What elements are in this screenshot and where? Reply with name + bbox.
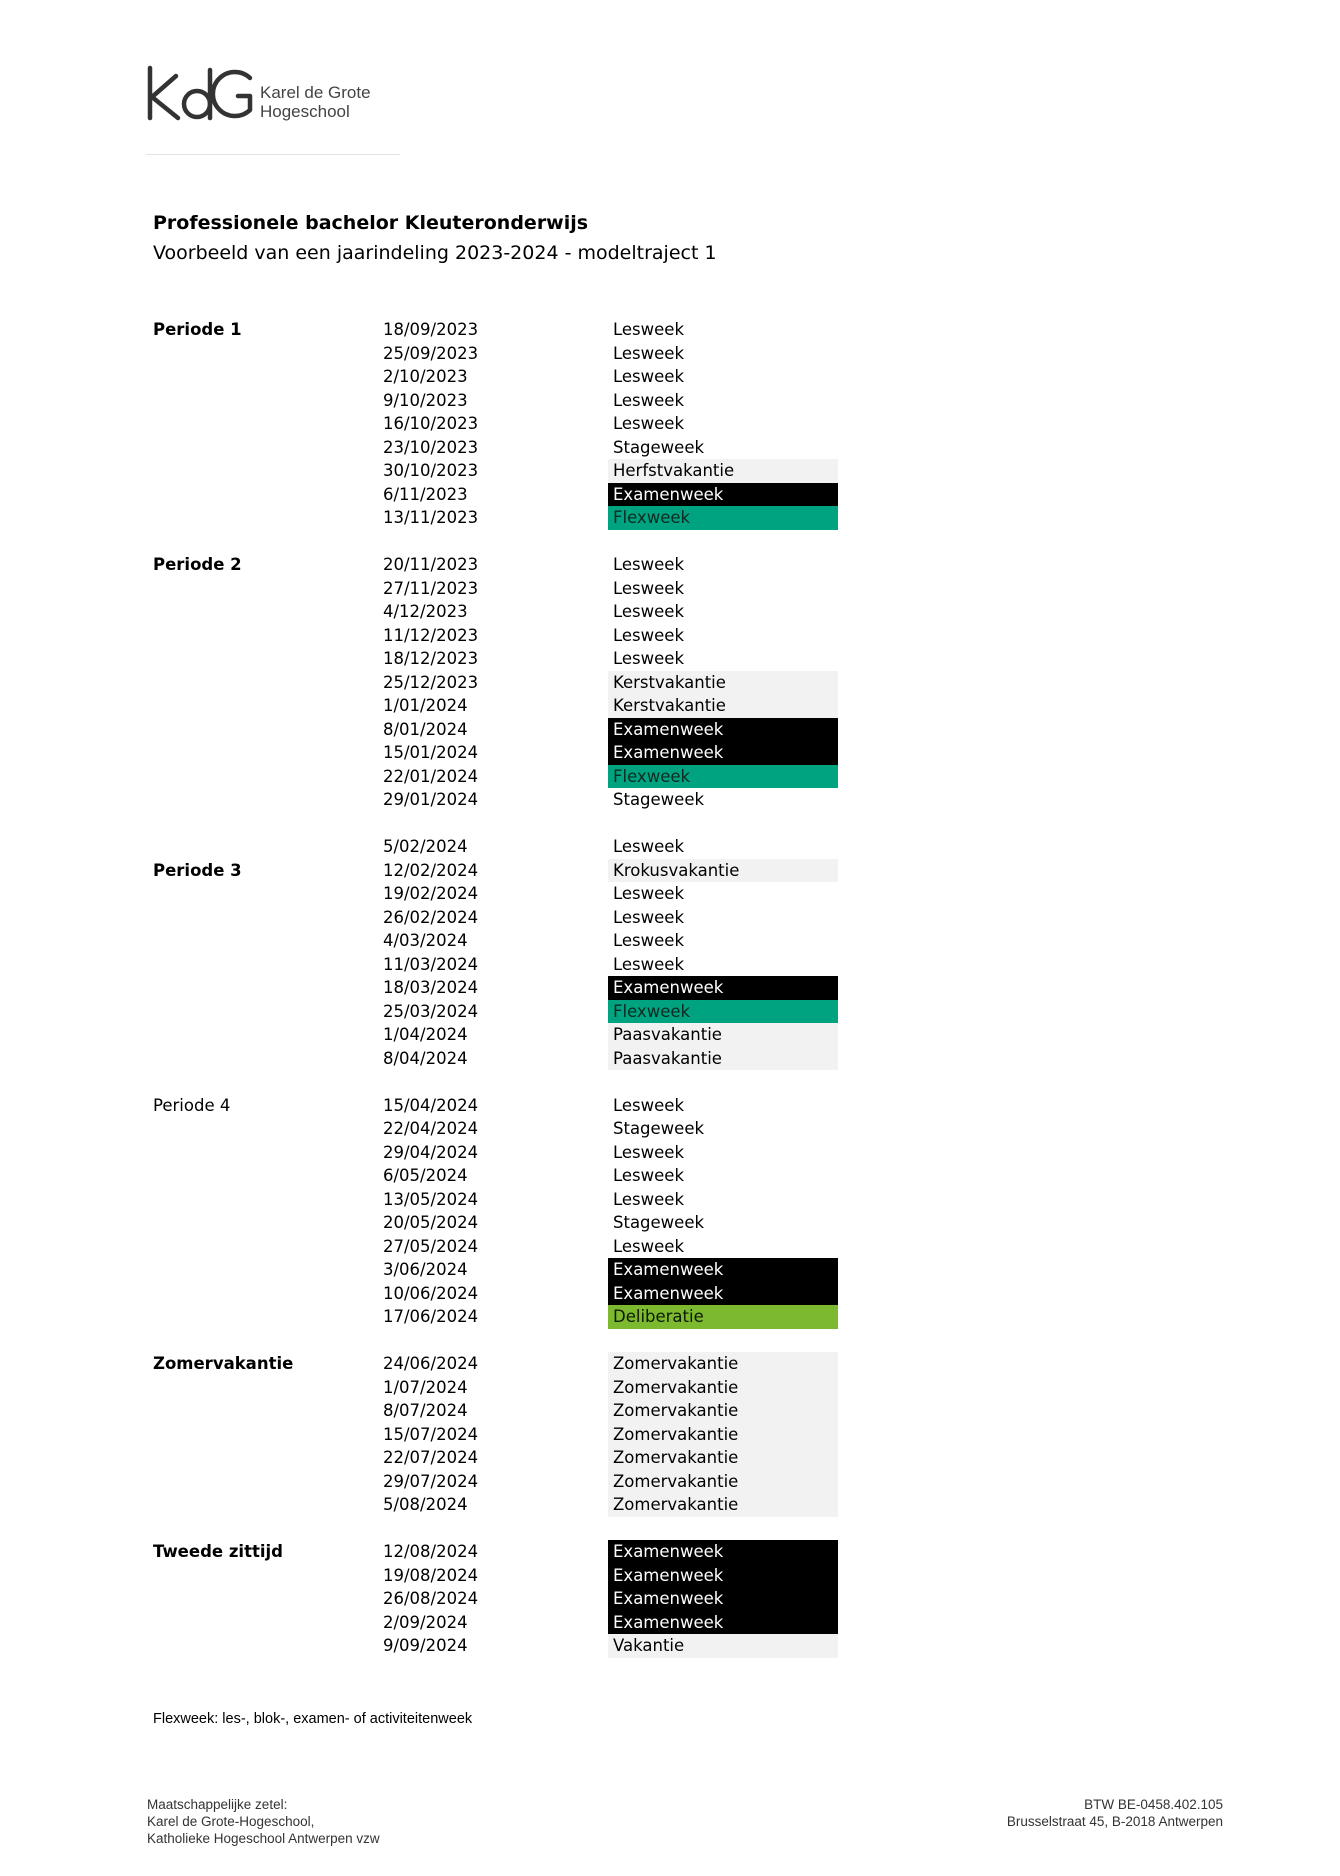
schedule-row: [153, 741, 843, 765]
week-start-date: 13/11/2023: [383, 508, 479, 527]
week-type-cell: Zomervakantie: [608, 1446, 838, 1470]
week-start-date: 17/06/2024: [383, 1307, 479, 1326]
week-type-cell: Flexweek: [608, 765, 838, 789]
week-type-cell: Zomervakantie: [608, 1352, 838, 1376]
week-type-cell: Lesweek: [613, 884, 685, 903]
week-type-cell: Kerstvakantie: [608, 671, 838, 695]
week-type-cell: Stageweek: [613, 1119, 705, 1138]
week-start-date: 3/06/2024: [383, 1260, 468, 1279]
week-type-cell: Zomervakantie: [608, 1399, 838, 1423]
logo-line-2: Hogeschool: [260, 102, 350, 121]
schedule-row: [153, 436, 843, 460]
schedule-section: [153, 553, 843, 812]
week-type-cell: Krokusvakantie: [608, 859, 838, 883]
schedule-row: [153, 459, 843, 483]
week-start-date: 2/10/2023: [383, 367, 468, 386]
week-type-cell: Vakantie: [608, 1634, 838, 1658]
week-start-date: 12/02/2024: [383, 860, 479, 880]
document-subtitle: Voorbeeld van een jaarindeling 2023-2024 - modeltraject 1: [153, 242, 717, 264]
week-start-date: 22/04/2024: [383, 1119, 479, 1138]
week-type-cell: Paasvakantie: [608, 1023, 838, 1047]
week-start-date: 16/10/2023: [383, 414, 479, 433]
week-start-date: 20/05/2024: [383, 1213, 479, 1232]
schedule-row: [153, 1188, 843, 1212]
schedule-row: [153, 1164, 843, 1188]
week-type-cell: Lesweek: [613, 414, 685, 433]
week-start-date: 26/02/2024: [383, 907, 479, 927]
schedule-section: [153, 835, 843, 1070]
schedule-row: [153, 718, 843, 742]
week-type-cell: Kerstvakantie: [608, 694, 838, 718]
week-start-date: 19/08/2024: [383, 1565, 479, 1585]
schedule-row: [153, 953, 843, 977]
schedule-row: [153, 1282, 843, 1306]
week-start-date: 9/09/2024: [383, 1636, 468, 1655]
week-type-cell: Examenweek: [608, 1282, 838, 1306]
week-type-cell: Lesweek: [613, 954, 685, 974]
week-start-date: 29/01/2024: [383, 790, 479, 809]
week-start-date: 6/11/2023: [383, 484, 468, 504]
footer-address-left: [147, 1796, 380, 1847]
week-start-date: 4/12/2023: [383, 602, 468, 621]
week-type-cell: Examenweek: [608, 1540, 838, 1564]
week-type-cell: Examenweek: [608, 741, 838, 765]
schedule-row: [153, 835, 843, 859]
week-start-date: 10/06/2024: [383, 1283, 479, 1303]
footer-left-line: Katholieke Hogeschool Antwerpen vzw: [147, 1831, 380, 1846]
week-start-date: 6/05/2024: [383, 1166, 468, 1185]
schedule-row: [153, 365, 843, 389]
period-label: Periode 4: [153, 1095, 231, 1115]
week-start-date: 12/08/2024: [383, 1542, 479, 1561]
week-start-date: 1/04/2024: [383, 1025, 468, 1044]
week-type-cell: Lesweek: [613, 343, 685, 363]
schedule-row: [153, 389, 843, 413]
week-start-date: 20/11/2023: [383, 555, 479, 574]
week-start-date: 25/03/2024: [383, 1001, 479, 1021]
week-start-date: 11/03/2024: [383, 954, 479, 974]
footer-vat-number: BTW BE-0458.402.105: [1084, 1797, 1223, 1812]
schedule-row: [153, 882, 843, 906]
week-type-cell: Examenweek: [608, 1611, 838, 1635]
week-type-cell: Lesweek: [613, 1236, 685, 1256]
schedule-row: [153, 1470, 843, 1494]
schedule-row: [153, 1258, 843, 1282]
week-type-cell: Examenweek: [608, 1587, 838, 1611]
schedule-row: [153, 765, 843, 789]
schedule-row: [153, 1376, 843, 1400]
schedule-row: [153, 1446, 843, 1470]
schedule-row: [153, 1564, 843, 1588]
schedule-row: [153, 342, 843, 366]
schedule-section: [153, 1352, 843, 1517]
week-start-date: 8/01/2024: [383, 719, 468, 739]
schedule-row: [153, 412, 843, 436]
week-type-cell: Lesweek: [613, 1166, 685, 1185]
schedule-row: [153, 1634, 843, 1658]
week-start-date: 27/05/2024: [383, 1236, 479, 1256]
week-start-date: 29/07/2024: [383, 1471, 479, 1491]
kdg-logo: [146, 64, 406, 130]
week-type-cell: Flexweek: [608, 506, 838, 530]
footer-left-line: Maatschappelijke zetel:: [147, 1797, 288, 1812]
schedule-row: [153, 1611, 843, 1635]
logo-line-1: Karel de Grote: [260, 83, 371, 102]
week-type-cell: Flexweek: [608, 1000, 838, 1024]
week-start-date: 24/06/2024: [383, 1354, 479, 1373]
week-start-date: 5/02/2024: [383, 837, 468, 856]
week-start-date: 23/10/2023: [383, 437, 479, 457]
week-type-cell: Lesweek: [613, 555, 685, 574]
year-schedule: [153, 318, 843, 1658]
week-type-cell: Stageweek: [613, 437, 705, 457]
footer-left-line: Karel de Grote-Hogeschool,: [147, 1814, 315, 1829]
week-start-date: 11/12/2023: [383, 625, 479, 645]
week-type-cell: Herfstvakantie: [608, 459, 838, 483]
week-start-date: 15/07/2024: [383, 1424, 479, 1444]
schedule-section: [153, 1094, 843, 1329]
schedule-row: [153, 483, 843, 507]
week-type-cell: Deliberatie: [608, 1305, 838, 1329]
schedule-row: [153, 1000, 843, 1024]
week-start-date: 9/10/2023: [383, 390, 468, 410]
schedule-row: [153, 694, 843, 718]
schedule-row: [153, 1117, 843, 1141]
schedule-row: [153, 929, 843, 953]
week-start-date: 18/09/2023: [383, 320, 479, 339]
week-start-date: 26/08/2024: [383, 1589, 479, 1608]
week-type-cell: Paasvakantie: [608, 1047, 838, 1071]
week-start-date: 2/09/2024: [383, 1612, 468, 1632]
week-type-cell: Stageweek: [613, 790, 705, 809]
week-type-cell: Zomervakantie: [608, 1423, 838, 1447]
week-start-date: 15/01/2024: [383, 743, 479, 762]
schedule-row: [153, 600, 843, 624]
schedule-row: [153, 506, 843, 530]
schedule-row: [153, 1094, 843, 1118]
schedule-row: [153, 1587, 843, 1611]
schedule-row: [153, 788, 843, 812]
week-start-date: 13/05/2024: [383, 1189, 479, 1209]
schedule-section: [153, 1540, 843, 1658]
week-type-cell: Lesweek: [613, 320, 685, 339]
schedule-row: [153, 1423, 843, 1447]
week-type-cell: Lesweek: [613, 907, 685, 927]
week-start-date: 8/07/2024: [383, 1401, 468, 1420]
period-label: Periode 1: [153, 320, 242, 339]
week-start-date: 4/03/2024: [383, 931, 468, 950]
week-start-date: 22/07/2024: [383, 1448, 479, 1467]
schedule-row: [153, 671, 843, 695]
week-type-cell: Examenweek: [608, 976, 838, 1000]
week-start-date: 25/09/2023: [383, 343, 479, 363]
week-type-cell: Zomervakantie: [608, 1493, 838, 1517]
week-start-date: 18/03/2024: [383, 978, 479, 997]
document-title: Professionele bachelor Kleuteronderwijs: [153, 212, 589, 234]
schedule-row: [153, 1493, 843, 1517]
period-label: Periode 3: [153, 860, 242, 880]
week-type-cell: Lesweek: [613, 602, 685, 621]
schedule-row: [153, 1023, 843, 1047]
week-type-cell: Examenweek: [608, 1258, 838, 1282]
week-type-cell: Examenweek: [608, 718, 838, 742]
schedule-row: [153, 906, 843, 930]
schedule-row: [153, 1235, 843, 1259]
schedule-row: [153, 577, 843, 601]
schedule-row: [153, 1399, 843, 1423]
schedule-section: [153, 318, 843, 530]
footer-street-address: Brusselstraat 45, B-2018 Antwerpen: [1006, 1814, 1223, 1829]
week-type-cell: Lesweek: [613, 390, 685, 410]
schedule-row: [153, 1540, 843, 1564]
week-start-date: 8/04/2024: [383, 1048, 468, 1068]
week-type-cell: Lesweek: [613, 649, 685, 668]
week-start-date: 29/04/2024: [383, 1142, 479, 1162]
schedule-row: [153, 318, 843, 342]
schedule-row: [153, 624, 843, 648]
week-type-cell: Lesweek: [613, 1189, 685, 1209]
schedule-row: [153, 976, 843, 1000]
week-type-cell: Lesweek: [613, 837, 685, 856]
week-type-cell: Lesweek: [613, 1142, 685, 1162]
week-start-date: 1/07/2024: [383, 1377, 468, 1397]
week-start-date: 25/12/2023: [383, 672, 479, 692]
schedule-row: [153, 1211, 843, 1235]
schedule-row: [153, 1352, 843, 1376]
week-start-date: 22/01/2024: [383, 766, 479, 786]
footer-address-right: [1007, 1796, 1223, 1830]
footnote: Flexweek: les-, blok-, examen- of activiteitenweek: [153, 1711, 473, 1727]
schedule-row: [153, 647, 843, 671]
week-type-cell: Stageweek: [613, 1213, 705, 1232]
week-start-date: 18/12/2023: [383, 649, 479, 668]
logo-wordmark: [260, 83, 371, 121]
week-type-cell: Lesweek: [613, 625, 685, 645]
week-start-date: 27/11/2023: [383, 578, 479, 598]
week-start-date: 19/02/2024: [383, 884, 479, 903]
week-start-date: 30/10/2023: [383, 461, 479, 480]
period-label: Tweede zittijd: [153, 1542, 283, 1561]
week-type-cell: Zomervakantie: [608, 1376, 838, 1400]
week-type-cell: Lesweek: [613, 1095, 685, 1115]
period-label: Zomervakantie: [153, 1354, 294, 1373]
schedule-row: [153, 1141, 843, 1165]
week-type-cell: Lesweek: [613, 578, 685, 598]
schedule-row: [153, 859, 843, 883]
week-type-cell: Examenweek: [608, 1564, 838, 1588]
week-type-cell: Zomervakantie: [608, 1470, 838, 1494]
schedule-row: [153, 1047, 843, 1071]
schedule-row: [153, 1305, 843, 1329]
period-label: Periode 2: [153, 555, 242, 574]
week-start-date: 5/08/2024: [383, 1495, 468, 1514]
kdg-logo-mark: [146, 64, 256, 126]
week-type-cell: Examenweek: [608, 483, 838, 507]
week-start-date: 15/04/2024: [383, 1095, 479, 1115]
schedule-row: [153, 553, 843, 577]
header-divider: [146, 154, 400, 155]
week-start-date: 1/01/2024: [383, 696, 468, 715]
week-type-cell: Lesweek: [613, 367, 685, 386]
week-type-cell: Lesweek: [613, 931, 685, 950]
